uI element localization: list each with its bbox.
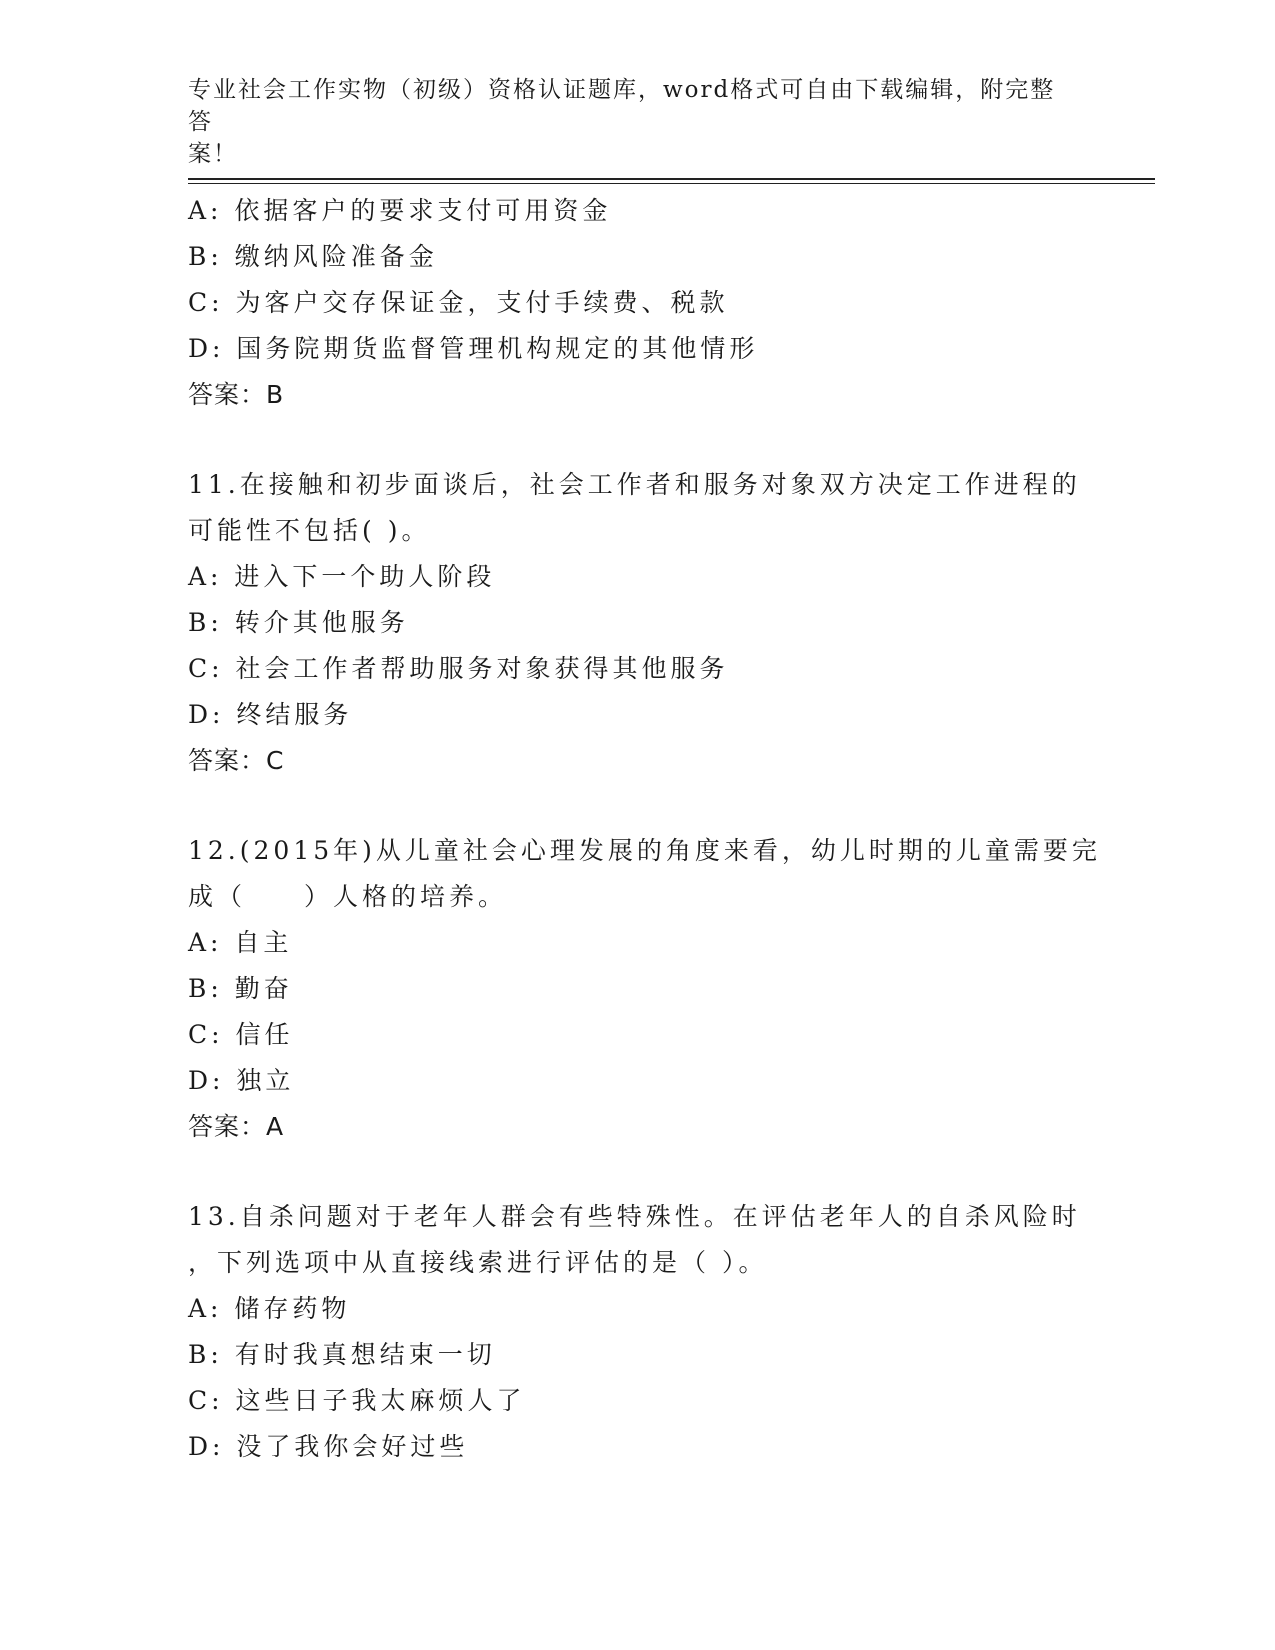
question-stem-line-1: 11.在接触和初步面谈后，社会工作者和服务对象双方决定工作进程的 [188, 470, 1081, 499]
option-d: D: 国务院期货监督管理机构规定的其他情形 [188, 334, 759, 363]
option-a: A: 依据客户的要求支付可用资金 [188, 196, 612, 225]
option-d: D: 独立 [188, 1066, 295, 1095]
option-b: B: 缴纳风险准备金 [188, 242, 438, 271]
answer: 答案：A [188, 1112, 285, 1141]
option-b: B: 有时我真想结束一切 [188, 1340, 496, 1369]
option-d: D: 没了我你会好过些 [188, 1432, 469, 1461]
spacer [188, 418, 1148, 462]
answer: 答案：C [188, 746, 285, 775]
question-stem-line-2: 成（ ）人格的培养。 [188, 882, 508, 911]
option-d: D: 终结服务 [188, 700, 353, 729]
option-a: A: 进入下一个助人阶段 [188, 562, 496, 591]
spacer [188, 1150, 1148, 1194]
option-c: C: 信任 [188, 1020, 294, 1049]
option-c: C: 社会工作者帮助服务对象获得其他服务 [188, 654, 729, 683]
option-c: C: 为客户交存保证金，支付手续费、税款 [188, 288, 729, 317]
answer: 答案：B [188, 380, 285, 409]
document-header [188, 74, 1068, 170]
option-b: B: 转介其他服务 [188, 608, 409, 637]
header-line-1: 专业社会工作实物（初级）资格认证题库，word格式可自由下载编辑，附完整答 [188, 77, 1056, 135]
question-12 [188, 828, 1148, 1150]
question-stem-line-1: 13.自杀问题对于老年人群会有些特殊性。在评估老年人的自杀风险时 [188, 1202, 1081, 1231]
question-13 [188, 1194, 1148, 1470]
question-stem-line-1: 12.(2015年)从儿童社会心理发展的角度来看，幼儿时期的儿童需要完 [188, 836, 1101, 865]
option-c: C: 这些日子我太麻烦人了 [188, 1386, 526, 1415]
header-rule-thick [188, 178, 1155, 180]
header-rule-thin [188, 183, 1155, 184]
option-b: B: 勤奋 [188, 974, 293, 1003]
question-stem-line-2: ，下列选项中从直接线索进行评估的是（ ）。 [188, 1248, 768, 1277]
option-a: A: 自主 [188, 928, 293, 957]
spacer [188, 784, 1148, 828]
header-line-2: 案！ [188, 141, 238, 167]
question-10 [188, 188, 1148, 418]
question-list [188, 188, 1148, 1470]
question-11 [188, 462, 1148, 784]
question-stem-line-2: 可能性不包括( )。 [188, 516, 431, 545]
option-a: A: 储存药物 [188, 1294, 351, 1323]
